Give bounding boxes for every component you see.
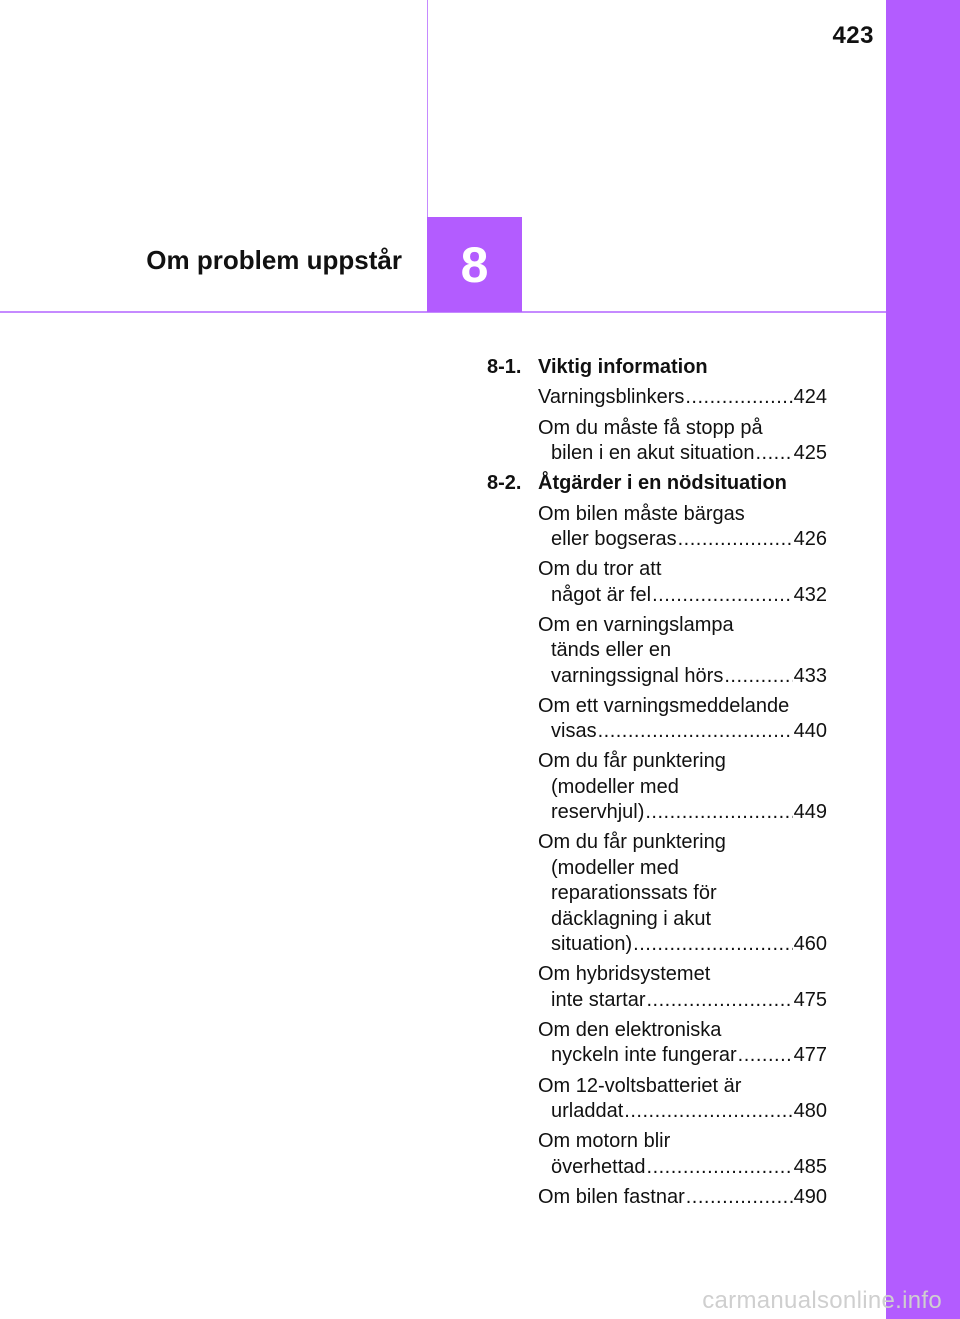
toc-entry[interactable]: [487, 557, 827, 608]
page-reference: 485: [793, 1155, 827, 1178]
toc-entry-line: Om 12-voltsbatteriet är: [538, 1074, 742, 1097]
toc-entry-line: inte startar: [551, 988, 646, 1011]
page-reference: 425: [793, 442, 827, 465]
toc-entry-line: Om bilen fastnar: [538, 1185, 685, 1208]
toc-section-heading[interactable]: [487, 471, 827, 496]
dot-leader: [724, 664, 792, 689]
toc-entry-line: visas: [551, 720, 597, 743]
page-reference: 490: [793, 1185, 827, 1208]
dot-leader: [686, 1185, 793, 1210]
toc-entry-last-line: [538, 988, 827, 1013]
toc-entry[interactable]: [487, 694, 827, 745]
page-reference: 426: [793, 528, 827, 551]
toc-section-heading[interactable]: [487, 355, 827, 380]
toc-entry[interactable]: [487, 1185, 827, 1210]
toc-entry-last-line: [538, 932, 827, 957]
toc-entry-line: bilen i en akut situation: [551, 442, 755, 465]
page-reference: 440: [793, 720, 827, 743]
toc-entry[interactable]: [487, 613, 827, 689]
toc-entry-last-line: [538, 800, 827, 825]
watermark: carmanualsonline.info: [702, 1287, 942, 1314]
toc-entry-line: Om motorn blir: [538, 1130, 671, 1153]
section-title: Viktig information: [538, 356, 708, 378]
toc-entry-line: Om ett varningsmeddelande: [538, 694, 790, 717]
toc-entry-last-line: [538, 664, 827, 689]
toc-entry-line: eller bogseras: [551, 528, 677, 551]
toc-entry-line: (modeller med: [551, 856, 679, 879]
toc-entry-line: Om den elektroniska: [538, 1018, 722, 1041]
toc-entry[interactable]: [487, 830, 827, 957]
toc-entry-line: (modeller med: [551, 775, 679, 798]
dot-leader: [652, 583, 793, 608]
toc-entry[interactable]: [487, 416, 827, 467]
toc-entry-line: urladdat: [551, 1099, 624, 1122]
chapter-number: 8: [460, 236, 489, 293]
toc-entry[interactable]: [487, 385, 827, 410]
toc-entry-line: tänds eller en: [551, 639, 672, 662]
toc-entry-last-line: [538, 1099, 827, 1124]
toc-entry-line: Om bilen måste bärgas: [538, 502, 745, 525]
chapter-number-box: [427, 217, 522, 312]
toc-entry-line: reparationssats för: [551, 882, 717, 905]
dot-leader: [738, 1043, 793, 1068]
toc-entry-last-line: [538, 385, 827, 410]
toc-entry-line: Varningsblinkers: [538, 386, 685, 409]
section-title: Åtgärder i en nödsituation: [538, 472, 787, 495]
page-reference: 477: [793, 1044, 827, 1067]
dot-leader: [598, 719, 793, 744]
dot-leader: [678, 527, 793, 552]
dot-leader: [645, 800, 792, 825]
page-number: 423: [832, 22, 874, 49]
toc-entry-line: nyckeln inte fungerar: [551, 1044, 737, 1067]
dot-leader: [646, 988, 792, 1013]
toc-entry-line: Om du tror att: [538, 558, 662, 581]
dot-leader: [647, 1155, 793, 1180]
toc-entry-line: överhettad: [551, 1155, 646, 1178]
toc-entry[interactable]: [487, 1129, 827, 1180]
toc-entry[interactable]: [487, 1018, 827, 1069]
page-reference: 480: [793, 1099, 827, 1122]
dot-leader: [624, 1099, 792, 1124]
toc-entry-last-line: [538, 527, 827, 552]
page-reference: 460: [793, 933, 827, 956]
toc-entry[interactable]: [487, 1074, 827, 1125]
chapter-side-tab: [886, 0, 960, 1319]
toc-entry-line: Om en varningslampa: [538, 613, 734, 636]
toc-entry-line: däcklagning i akut: [551, 907, 712, 930]
toc-entry-line: situation): [551, 933, 633, 956]
page-reference: 424: [793, 386, 827, 409]
toc-entry-line: Om du får punktering: [538, 831, 726, 854]
toc-entry-line: Om du måste få stopp på: [538, 416, 763, 439]
toc-entry-last-line: [538, 1185, 827, 1210]
section-number: 8-2.: [487, 472, 522, 495]
toc-entry-line: Om du får punktering: [538, 750, 726, 773]
dot-leader: [685, 385, 792, 410]
table-of-contents: [487, 355, 827, 1215]
toc-entry-line: reservhjul): [551, 801, 645, 824]
dot-leader: [755, 441, 792, 466]
toc-entry-last-line: [538, 1043, 827, 1068]
toc-entry[interactable]: [487, 962, 827, 1013]
section-number: 8-1.: [487, 356, 522, 378]
toc-entry-line: Om hybridsystemet: [538, 963, 711, 986]
page-reference: 432: [793, 583, 827, 606]
toc-entry[interactable]: [487, 749, 827, 825]
toc-entry-last-line: [538, 719, 827, 744]
toc-entry[interactable]: [487, 502, 827, 553]
toc-entry-line: varningssignal hörs: [551, 664, 724, 687]
page-reference: 433: [793, 664, 827, 687]
page-reference: 475: [793, 988, 827, 1011]
dot-leader: [633, 932, 792, 957]
vertical-rule: [427, 0, 428, 217]
chapter-title: Om problem uppstår: [146, 245, 402, 275]
toc-entry-last-line: [538, 1155, 827, 1180]
toc-entry-line: något är fel: [551, 583, 652, 606]
page-reference: 449: [793, 801, 827, 824]
toc-entry-last-line: [538, 583, 827, 608]
toc-entry-last-line: [538, 441, 827, 466]
